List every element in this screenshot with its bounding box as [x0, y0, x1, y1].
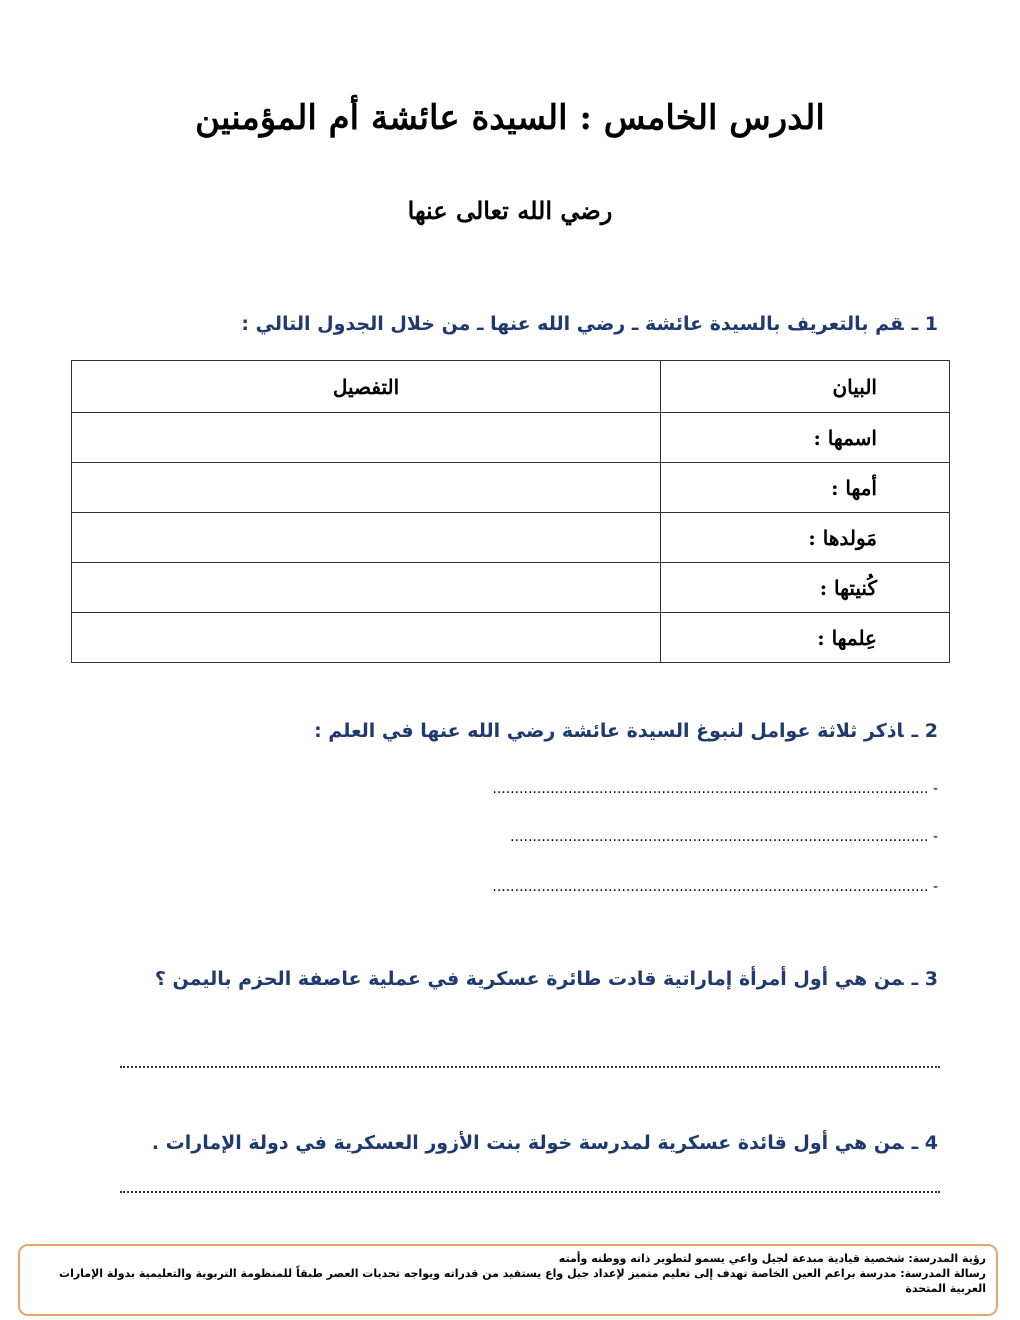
row-label-name: اسمها :: [661, 413, 950, 463]
row-label-kunya: كُنيتها :: [661, 563, 950, 613]
row-label-mother: أمها :: [661, 463, 950, 513]
answer-line-2[interactable]: [510, 822, 938, 846]
question-4-answer-line[interactable]: [120, 1191, 940, 1193]
table-row: [72, 613, 950, 663]
row-answer-knowledge[interactable]: [72, 613, 661, 663]
question-2: [314, 720, 938, 742]
info-table: [71, 360, 950, 663]
question-1-text: قم بالتعريف بالسيدة عائشة ـ رضي الله عنها ـ من خلال الجدول التالي :: [241, 313, 904, 335]
header-detail-text: التفصيل: [332, 374, 400, 399]
row-answer-mother[interactable]: [72, 463, 661, 513]
table-header-row: [72, 361, 950, 413]
answer-line-2-text: - ..............................................................................................: [510, 829, 938, 845]
question-2-number: 2 ـ: [911, 720, 938, 742]
question-4-text: من هي أول قائدة عسكرية لمدرسة خولة بنت الأزور العسكرية في دولة الإمارات .: [151, 1132, 904, 1154]
row-label-knowledge: عِلمها :: [661, 613, 950, 663]
school-footer: [18, 1244, 998, 1316]
header-label-cell: البيان: [661, 361, 950, 413]
table-row: [72, 513, 950, 563]
question-4: [152, 1132, 938, 1154]
school-vision: رؤية المدرسة: شخصية قيادية مبدعة لجيل واعي يسمو لتطوير ذاته ووطنه وأمته: [558, 1252, 986, 1265]
question-4-number: 4 ـ: [911, 1132, 938, 1154]
answer-line-1-text: - ..................................................................................................: [492, 781, 938, 797]
table-row: [72, 413, 950, 463]
question-3-answer-line[interactable]: [120, 1066, 940, 1068]
question-1-number: 1 ـ: [911, 313, 938, 335]
question-3: [155, 968, 938, 990]
school-mission: رسالة المدرسة: مدرسة براعم العين الخاصة تهدف إلى تعليم متميز لإعداد جيل واع يستفيد من قدراته ويواجه تحديات العصر طبقاً للمنظومة التربوية والتعليمية بدولة الإمارات العربية المتحدة: [59, 1267, 986, 1295]
page-title: الدرس الخامس : السيدة عائشة أم المؤمنين: [195, 98, 825, 138]
row-answer-name[interactable]: [72, 413, 661, 463]
row-answer-kunya[interactable]: [72, 563, 661, 613]
question-2-text: اذكر ثلاثة عوامل لنبوغ السيدة عائشة رضي الله عنها في العلم :: [314, 720, 904, 742]
answer-line-3[interactable]: [492, 872, 938, 896]
answer-line-1[interactable]: [492, 774, 938, 798]
row-label-birth: مَولدها :: [661, 513, 950, 563]
answer-line-3-text: - ..................................................................................................: [492, 879, 938, 895]
header-detail-cell: [72, 361, 661, 413]
question-1: [241, 313, 938, 335]
table-row: [72, 563, 950, 613]
table-row: [72, 463, 950, 513]
question-3-number: 3 ـ: [911, 968, 938, 990]
row-answer-birth[interactable]: [72, 513, 661, 563]
question-3-text: من هي أول أمرأة إماراتية قادت طائرة عسكرية في عملية عاصفة الحزم باليمن ؟: [154, 968, 904, 990]
page-subtitle: رضي الله تعالى عنها: [407, 196, 613, 225]
